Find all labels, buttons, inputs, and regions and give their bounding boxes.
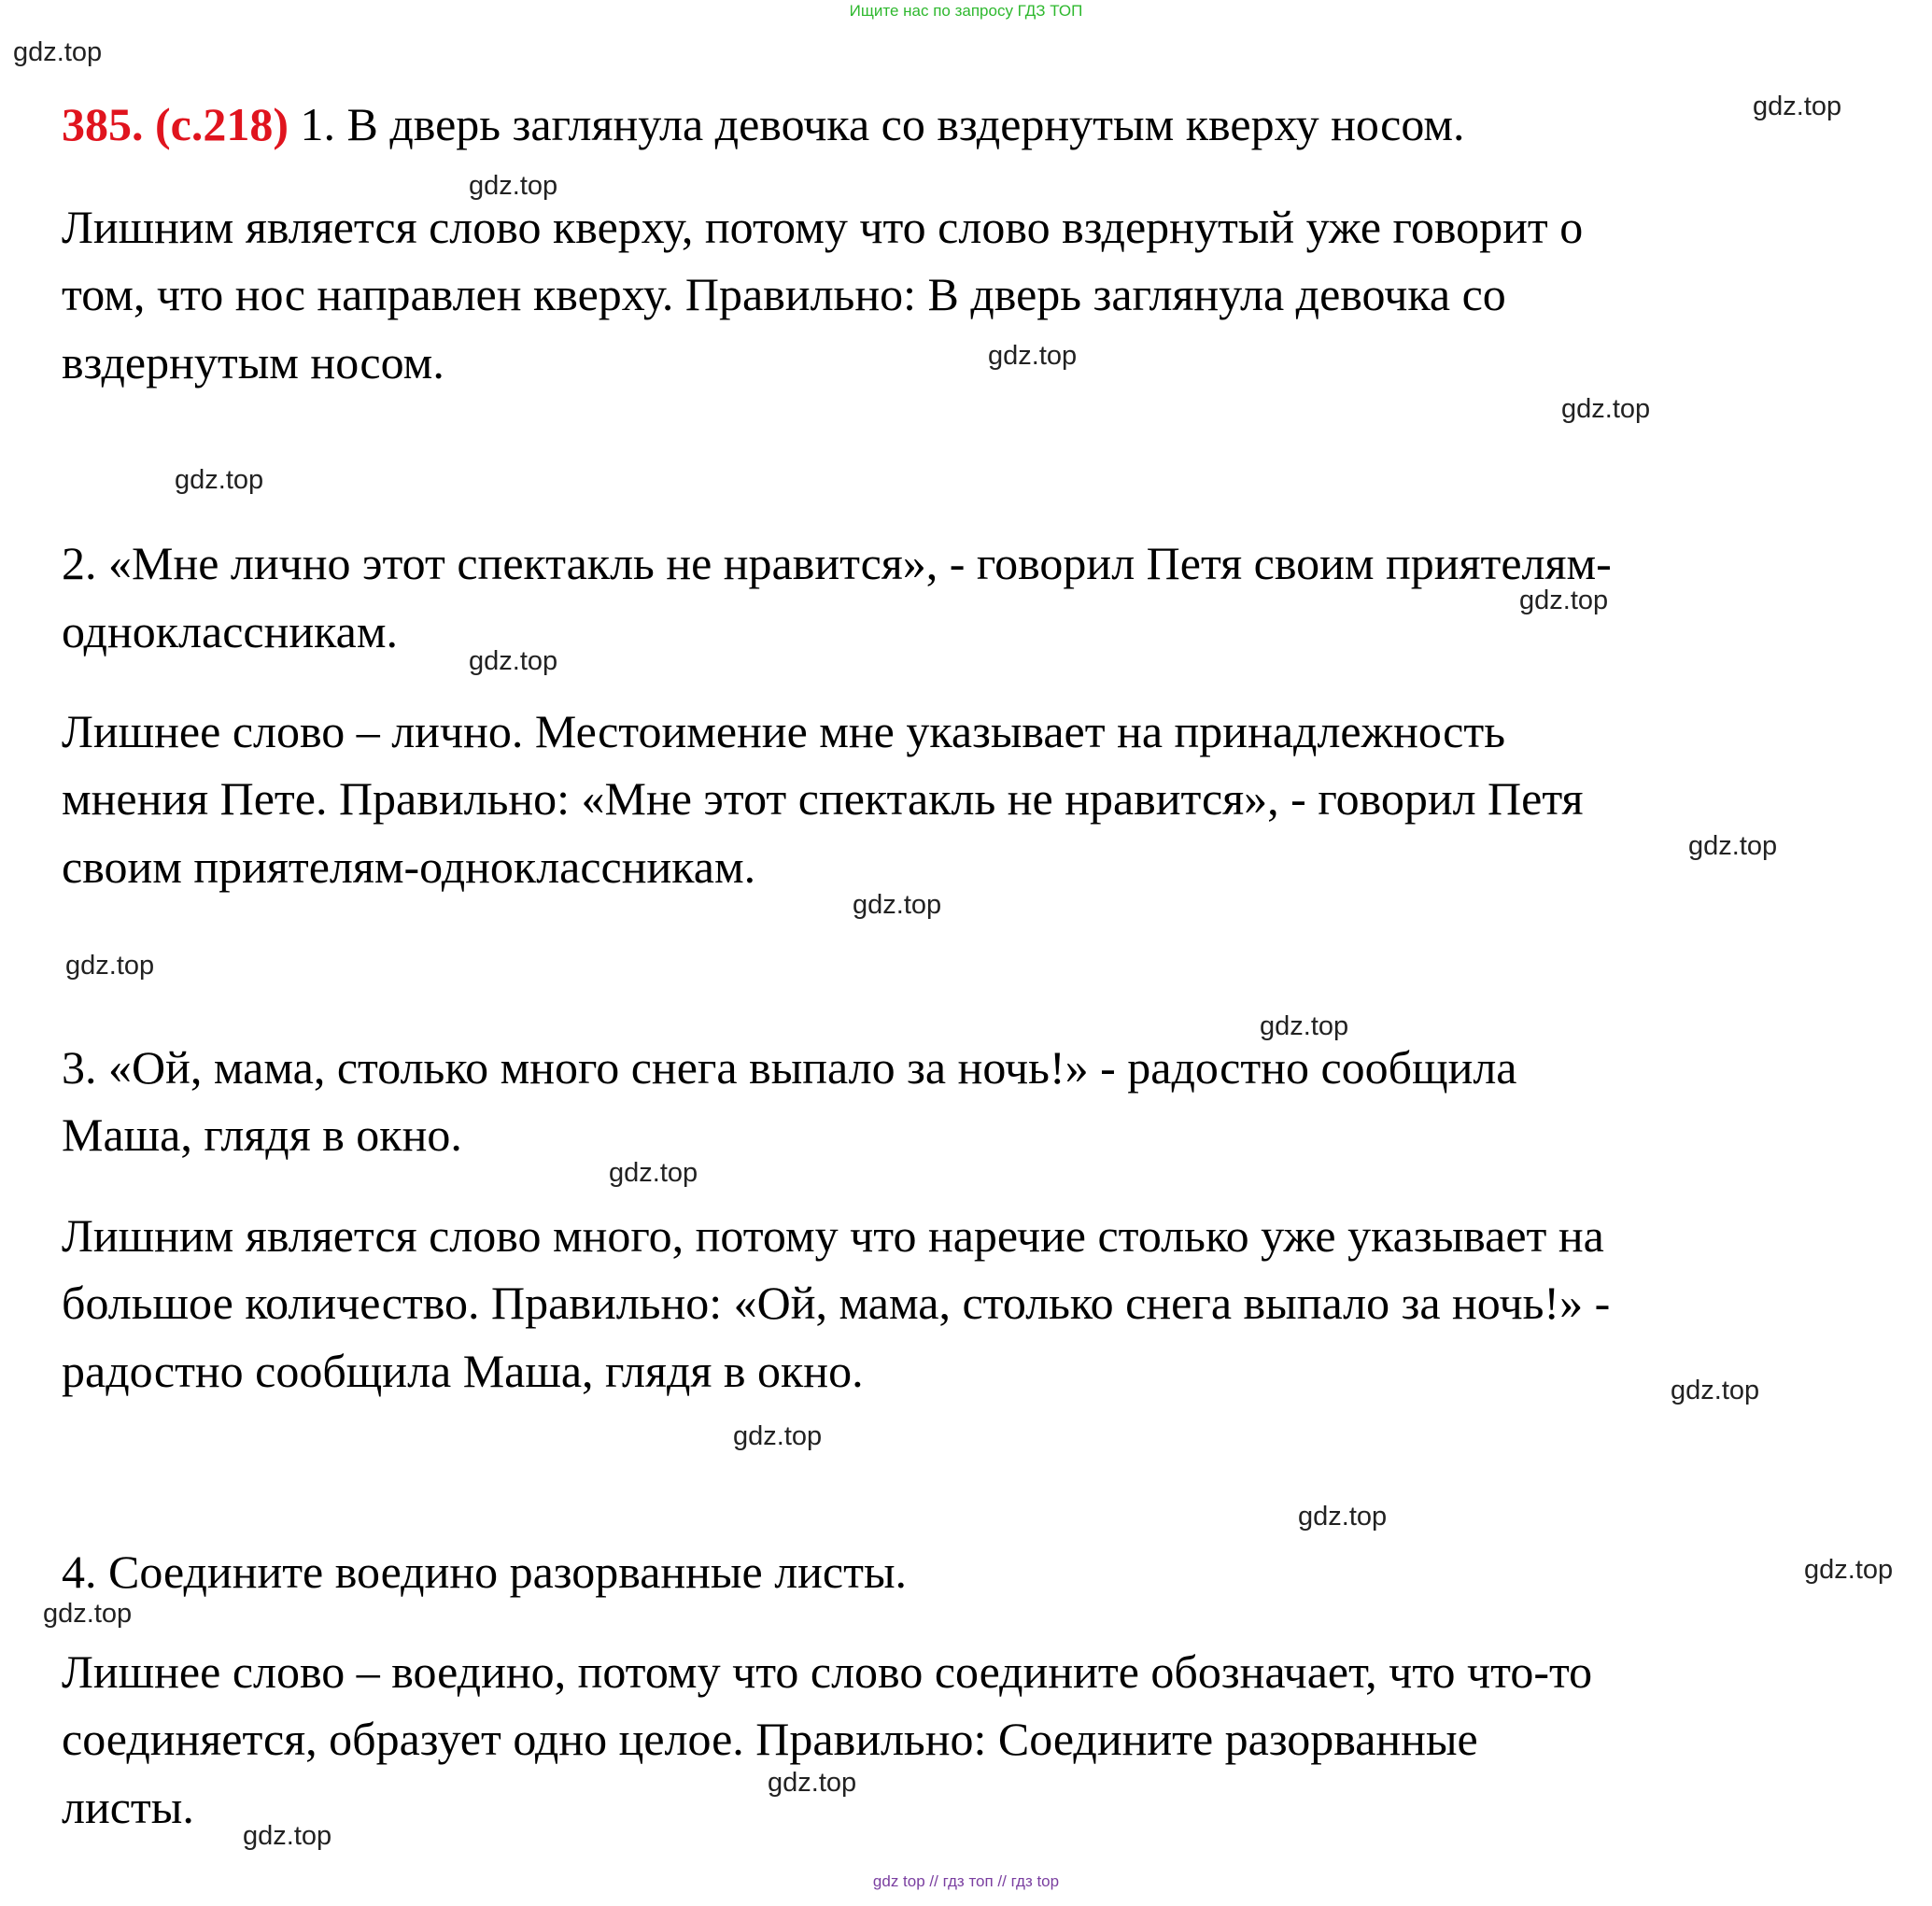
- watermark: gdz.top: [13, 37, 103, 67]
- item-2-answer-line-3: своим приятелям-одноклассникам.: [62, 840, 756, 893]
- watermark: gdz.top: [733, 1421, 823, 1451]
- watermark: gdz.top: [1804, 1555, 1894, 1585]
- watermark: gdz.top: [1688, 831, 1778, 861]
- task-number: 385. (с.218): [62, 98, 289, 150]
- item-3-answer-line-1: Лишним является слово много, потому что наречие столько уже указывает на: [62, 1209, 1604, 1262]
- item-2-sentence-line-2: одноклассникам.: [62, 605, 398, 657]
- watermark: gdz.top: [43, 1599, 133, 1629]
- item-2-answer-line-1: Лишнее слово – лично. Местоимение мне указывает на принадлежность: [62, 705, 1505, 757]
- watermark: gdz.top: [853, 890, 942, 920]
- item-2-sentence-line-1: 2. «Мне лично этот спектакль не нравится», - говорил Петя своим приятелям-: [62, 537, 1612, 589]
- item-4-sentence: 4. Соедините воедино разорванные листы.: [62, 1546, 908, 1598]
- item-1-answer-line-1: Лишним является слово кверху, потому что слово вздернутый уже говорит о: [62, 201, 1584, 253]
- watermark: gdz.top: [1519, 586, 1609, 615]
- item-2-answer-line-2: мнения Пете. Правильно: «Мне этот спектакль не нравится», - говорил Петя: [62, 772, 1584, 825]
- watermark: gdz.top: [469, 171, 558, 201]
- item-4-answer-line-2: соединяется, образует одно целое. Правильно: Соедините разорванные: [62, 1713, 1478, 1765]
- watermark: gdz.top: [1753, 92, 1842, 121]
- item-1-answer-line-2: том, что нос направлен кверху. Правильно: В дверь заглянула девочка со: [62, 268, 1506, 320]
- item-1-answer-line-3: вздернутым носом.: [62, 336, 444, 388]
- watermark: gdz.top: [243, 1821, 332, 1851]
- watermark: gdz.top: [768, 1768, 857, 1798]
- item-3-answer-line-2: большое количество. Правильно: «Ой, мама, столько снега выпало за ночь!» -: [62, 1277, 1611, 1329]
- watermark: gdz.top: [1260, 1011, 1349, 1041]
- watermark: gdz.top: [1671, 1376, 1760, 1405]
- item-3-sentence-line-2: Маша, глядя в окно.: [62, 1108, 462, 1161]
- watermark: gdz.top: [988, 341, 1078, 371]
- watermark: gdz.top: [1298, 1502, 1388, 1532]
- watermark: gdz.top: [65, 951, 155, 981]
- watermark: gdz.top: [1561, 394, 1651, 424]
- item-4-answer-line-3: листы.: [62, 1781, 194, 1833]
- watermark: gdz.top: [175, 465, 264, 495]
- bottom-banner: gdz top // гдз топ // гдз top: [872, 1872, 1060, 1890]
- top-banner: Ищите нас по запросу ГДЗ ТОП: [849, 2, 1083, 20]
- item-3-sentence-line-1: 3. «Ой, мама, столько много снега выпало за ночь!» - радостно сообщила: [62, 1041, 1517, 1094]
- item-3-answer-line-3: радостно сообщила Маша, глядя в окно.: [62, 1345, 864, 1397]
- watermark: gdz.top: [609, 1158, 698, 1188]
- watermark: gdz.top: [469, 646, 558, 676]
- item-1-sentence-text: 1. В дверь заглянула девочка со вздернутым кверху носом.: [289, 98, 1465, 150]
- item-4-answer-line-1: Лишнее слово – воедино, потому что слово соедините обозначает, что что-то: [62, 1645, 1593, 1698]
- item-1-sentence: [62, 98, 1465, 150]
